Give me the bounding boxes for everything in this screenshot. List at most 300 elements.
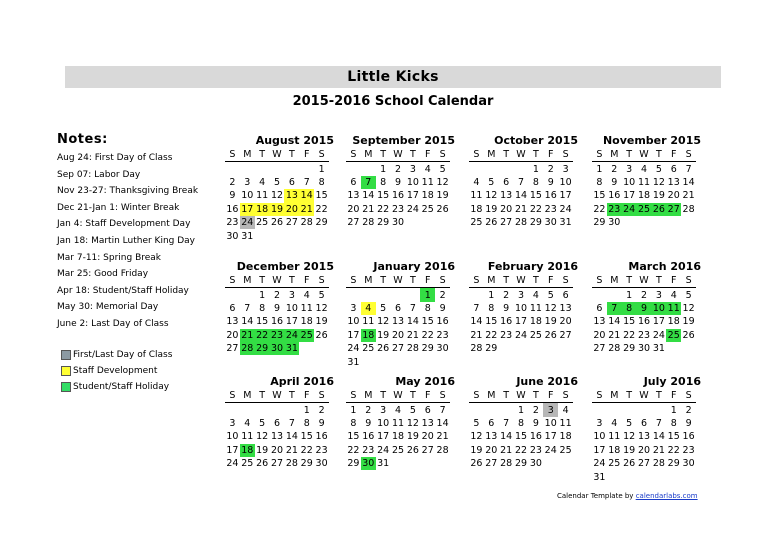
weekday-header: W	[514, 389, 529, 403]
empty-cell	[376, 288, 391, 302]
day-cell: 24	[514, 329, 528, 341]
day-cell: 20	[347, 203, 360, 215]
day-cell: 13	[485, 431, 498, 443]
weekday-header: S	[314, 389, 329, 403]
day-cell: 11	[529, 302, 542, 314]
day-cell: 15	[667, 431, 680, 443]
day-cell: 30	[391, 217, 405, 229]
day-cell: 1	[488, 289, 495, 301]
weekday-header: S	[558, 148, 573, 162]
day-cell: 7	[517, 176, 525, 188]
weekday-header: T	[405, 389, 420, 403]
day-cell: 22	[300, 444, 313, 456]
day-cell: 3	[288, 289, 295, 301]
day-cell: 10	[285, 302, 298, 314]
day-cell: 21	[500, 444, 513, 456]
day-cell: 27	[500, 217, 513, 229]
weekday-header: T	[651, 389, 666, 403]
day-cell: 16	[315, 431, 328, 443]
day-cell: 13	[226, 316, 239, 328]
day-cell: 11	[256, 190, 269, 202]
empty-cell	[225, 403, 240, 417]
weekday-header: S	[592, 148, 607, 162]
day-cell: 18	[637, 190, 651, 202]
weekday-header: S	[681, 148, 696, 162]
empty-cell	[592, 288, 607, 302]
empty-cell	[284, 403, 299, 417]
day-cell: 21	[682, 190, 695, 202]
weekday-header: T	[622, 389, 637, 403]
day-cell: 16	[391, 190, 405, 202]
day-cell: 5	[473, 417, 480, 429]
weekday-header: F	[543, 274, 558, 288]
day-cell: 31	[347, 356, 360, 368]
day-cell: 28	[652, 458, 665, 470]
day-cell: 27	[270, 458, 284, 470]
day-cell: 26	[682, 329, 695, 341]
day-cell: 15	[377, 190, 390, 202]
empty-cell	[681, 342, 696, 355]
month-table	[469, 148, 573, 229]
day-cell: 9	[273, 302, 281, 314]
day-cell: 6	[424, 404, 431, 416]
weekday-header: S	[346, 148, 361, 162]
day-cell: 11	[241, 431, 254, 443]
empty-cell	[637, 216, 652, 229]
day-cell: 10	[406, 176, 419, 188]
empty-cell	[361, 355, 376, 368]
weekday-header: M	[607, 274, 622, 288]
day-cell: 10	[652, 302, 665, 314]
weekday-header: T	[528, 148, 543, 162]
weekday-header: T	[405, 274, 420, 288]
footer-credit	[557, 492, 698, 500]
empty-cell	[270, 403, 285, 417]
empty-cell	[361, 162, 376, 176]
day-cell: 8	[259, 302, 266, 314]
legend-label: First/Last Day of Class	[73, 350, 173, 360]
day-cell: 15	[623, 316, 636, 328]
empty-cell	[376, 355, 391, 368]
day-cell: 29	[514, 458, 528, 470]
day-cell: 12	[652, 176, 665, 188]
weekday-header: F	[666, 389, 681, 403]
day-cell: 23	[682, 444, 695, 456]
empty-cell	[469, 162, 484, 176]
day-cell: 8	[350, 417, 357, 429]
day-cell: 21	[514, 203, 528, 215]
day-cell: 3	[380, 404, 387, 416]
day-cell: 22	[485, 329, 498, 341]
weekday-header: T	[528, 389, 543, 403]
day-cell: 25	[300, 329, 313, 341]
day-cell: 22	[667, 444, 680, 456]
weekday-header: T	[376, 274, 391, 288]
day-cell: 12	[377, 316, 390, 328]
day-cell: 14	[500, 431, 513, 443]
month-title: March 2016	[628, 260, 701, 273]
empty-cell	[651, 403, 666, 417]
day-cell: 10	[226, 431, 239, 443]
day-cell: 9	[637, 302, 652, 315]
empty-cell	[255, 162, 270, 176]
day-cell: 28	[300, 217, 313, 229]
day-cell: 7	[473, 302, 480, 314]
day-cell: 20	[500, 203, 513, 215]
day-cell: 28	[608, 343, 621, 355]
day-cell: 22	[514, 444, 528, 456]
weekday-header: T	[651, 274, 666, 288]
day-cell: 14	[470, 316, 483, 328]
day-cell: 4	[473, 176, 480, 188]
footer-text: Calendar Template by	[557, 492, 636, 500]
month-calendar	[346, 374, 456, 470]
day-cell: 19	[315, 316, 328, 328]
day-cell: 10	[377, 417, 390, 429]
day-cell: 24	[226, 458, 239, 470]
day-cell: 29	[300, 458, 313, 470]
month-calendar	[225, 374, 335, 470]
calendarlabs-link[interactable]: calendarlabs.com	[635, 492, 698, 500]
month-calendar	[592, 133, 702, 229]
weekday-header: T	[376, 389, 391, 403]
weekday-header: M	[484, 148, 499, 162]
weekday-header: F	[543, 148, 558, 162]
day-cell: 30	[270, 343, 284, 355]
empty-cell	[499, 403, 514, 417]
day-cell: 25	[559, 444, 572, 456]
day-cell: 29	[485, 343, 498, 355]
day-cell: 8	[517, 417, 525, 429]
empty-cell	[666, 216, 681, 229]
day-cell: 2	[318, 404, 325, 416]
month-table	[592, 389, 696, 484]
day-cell: 29	[377, 217, 390, 229]
day-cell: 5	[488, 176, 495, 188]
day-cell: 24	[377, 444, 390, 456]
day-cell: 3	[229, 417, 236, 429]
day-cell: 18	[421, 190, 434, 202]
weekday-header: T	[255, 274, 270, 288]
day-cell: 25	[529, 329, 542, 341]
weekday-header: S	[681, 389, 696, 403]
weekday-header: T	[622, 148, 637, 162]
legend-item-staff-development	[61, 363, 172, 379]
day-cell: 17	[406, 190, 419, 202]
day-cell: 28	[514, 217, 528, 229]
day-cell: 14	[285, 431, 298, 443]
day-cell: 8	[318, 176, 325, 188]
weekday-header: F	[299, 274, 314, 288]
note-item: Sep 07: Labor Day	[57, 169, 141, 180]
day-cell: 11	[300, 302, 313, 314]
day-cell: 2	[439, 289, 446, 301]
day-cell: 27	[226, 343, 239, 355]
day-cell: 3	[626, 163, 633, 175]
day-cell: 29	[623, 343, 636, 355]
day-cell: 21	[470, 329, 483, 341]
day-cell: 9	[365, 417, 372, 429]
day-cell: 18	[256, 203, 269, 215]
empty-cell	[484, 162, 499, 176]
day-cell: 20	[391, 329, 405, 341]
weekday-header: S	[225, 148, 240, 162]
day-cell: 4	[424, 163, 431, 175]
month-calendar	[346, 259, 456, 369]
weekday-header: S	[346, 389, 361, 403]
day-cell: 3	[596, 417, 603, 429]
day-cell: 23	[500, 329, 513, 341]
day-cell: 31	[652, 343, 665, 355]
day-cell: 13	[593, 316, 606, 328]
empty-cell	[666, 342, 681, 355]
day-cell: 4	[394, 404, 402, 416]
day-cell: 16	[270, 316, 284, 328]
day-cell: 25	[362, 343, 375, 355]
weekday-header: M	[361, 389, 376, 403]
day-cell: 4	[303, 289, 310, 301]
day-cell: 6	[288, 176, 295, 188]
weekday-header: T	[284, 274, 299, 288]
day-cell: 1	[517, 404, 525, 416]
day-cell: 7	[607, 302, 622, 315]
empty-cell	[543, 457, 558, 470]
day-cell: 6	[394, 302, 402, 314]
day-cell: 1	[318, 163, 325, 175]
day-cell: 17	[347, 329, 360, 341]
empty-cell	[420, 216, 435, 229]
day-cell: 30	[637, 343, 651, 355]
day-cell: 5	[626, 417, 633, 429]
empty-cell	[514, 342, 529, 355]
weekday-header: T	[284, 148, 299, 162]
month-calendar	[346, 133, 456, 229]
legend-label: Staff Development	[73, 366, 158, 376]
day-cell: 20	[485, 444, 498, 456]
day-cell: 24	[623, 203, 636, 215]
day-cell: 13	[637, 431, 651, 443]
month-title: May 2016	[395, 375, 455, 388]
weekday-header: S	[314, 148, 329, 162]
empty-cell	[435, 457, 450, 470]
weekday-header: F	[666, 148, 681, 162]
weekday-header: F	[299, 148, 314, 162]
day-cell: 25	[256, 217, 269, 229]
day-cell: 7	[409, 302, 416, 314]
day-cell: 25	[470, 217, 483, 229]
month-title: October 2015	[494, 134, 578, 147]
day-cell: 24	[652, 329, 665, 341]
note-item: June 2: Last Day of Class	[57, 318, 169, 329]
day-cell: 6	[503, 176, 510, 188]
empty-cell	[435, 216, 450, 229]
empty-cell	[592, 403, 607, 417]
day-cell: 12	[406, 417, 419, 429]
empty-cell	[405, 216, 420, 229]
day-cell: 25	[241, 458, 254, 470]
day-cell: 21	[285, 444, 298, 456]
day-cell: 1	[259, 289, 266, 301]
day-cell: 3	[562, 163, 569, 175]
note-item: May 30: Memorial Day	[57, 302, 159, 313]
weekday-header: F	[420, 274, 435, 288]
weekday-header: S	[469, 148, 484, 162]
weekday-header: T	[528, 274, 543, 288]
day-cell: 13	[421, 417, 434, 429]
day-cell: 4	[670, 289, 677, 301]
day-cell: 31	[285, 343, 298, 355]
month-calendar	[469, 374, 579, 470]
day-cell: 20	[637, 444, 651, 456]
day-cell: 27	[593, 343, 606, 355]
weekday-header: S	[469, 389, 484, 403]
day-cell: 7	[303, 176, 310, 188]
day-cell: 5	[655, 163, 662, 175]
empty-cell	[607, 470, 622, 483]
empty-cell	[361, 288, 376, 302]
day-cell: 4	[361, 302, 376, 315]
day-cell: 9	[318, 417, 325, 429]
empty-cell	[681, 216, 696, 229]
empty-cell	[299, 342, 314, 355]
day-cell: 11	[362, 316, 375, 328]
day-cell: 1	[380, 163, 387, 175]
month-calendar	[225, 133, 335, 243]
weekday-header: F	[666, 274, 681, 288]
day-cell: 25	[421, 203, 434, 215]
day-cell: 23	[637, 329, 651, 341]
day-cell: 3	[543, 403, 558, 417]
day-cell: 18	[559, 431, 572, 443]
month-title: November 2015	[602, 134, 701, 147]
day-cell: 29	[256, 343, 269, 355]
calendar-subtitle: 2015-2016 School Calendar	[292, 94, 494, 109]
empty-cell	[405, 457, 420, 470]
day-cell: 28	[436, 444, 449, 456]
empty-cell	[391, 288, 406, 302]
day-cell: 15	[300, 431, 313, 443]
weekday-header: F	[299, 389, 314, 403]
day-cell: 7	[361, 176, 376, 189]
day-cell: 2	[229, 176, 236, 188]
day-cell: 18	[529, 316, 542, 328]
day-cell: 31	[559, 217, 572, 229]
day-cell: 11	[470, 190, 483, 202]
empty-cell	[346, 162, 361, 176]
day-cell: 1	[532, 163, 539, 175]
day-cell: 16	[682, 431, 695, 443]
weekday-header: T	[284, 389, 299, 403]
day-cell: 26	[436, 203, 449, 215]
empty-cell	[270, 162, 285, 176]
empty-cell	[607, 403, 622, 417]
day-cell: 9	[394, 176, 402, 188]
empty-cell	[622, 470, 637, 483]
day-cell: 4	[532, 289, 539, 301]
month-calendar	[469, 259, 579, 355]
day-cell: 19	[485, 203, 498, 215]
day-cell: 12	[470, 431, 483, 443]
day-cell: 12	[270, 190, 284, 202]
day-cell: 19	[623, 444, 636, 456]
day-cell: 19	[470, 444, 483, 456]
empty-cell	[420, 457, 435, 470]
note-item: Aug 24: First Day of Class	[57, 153, 173, 163]
day-cell: 11	[608, 431, 621, 443]
day-cell: 6	[562, 289, 569, 301]
day-cell: 1	[420, 288, 435, 302]
day-cell: 7	[503, 417, 510, 429]
day-cell: 27	[559, 329, 572, 341]
day-cell: 25	[391, 444, 405, 456]
day-cell: 12	[315, 302, 328, 314]
weekday-header: S	[469, 274, 484, 288]
empty-cell	[622, 403, 637, 417]
day-cell: 9	[547, 176, 554, 188]
empty-cell	[240, 162, 255, 176]
month-table	[592, 148, 696, 229]
day-cell: 6	[596, 302, 603, 314]
day-cell: 6	[229, 302, 236, 314]
day-cell: 8	[424, 302, 431, 314]
day-cell: 19	[544, 316, 557, 328]
weekday-header: W	[391, 274, 406, 288]
empty-cell	[225, 288, 240, 302]
day-cell: 17	[559, 190, 572, 202]
day-cell: 31	[593, 471, 606, 483]
day-cell: 18	[608, 444, 621, 456]
empty-cell	[420, 355, 435, 368]
day-cell: 17	[544, 431, 557, 443]
empty-cell	[346, 288, 361, 302]
day-cell: 29	[593, 217, 606, 229]
empty-cell	[484, 403, 499, 417]
day-cell: 27	[421, 444, 434, 456]
day-cell: 9	[229, 190, 236, 202]
day-cell: 21	[652, 444, 665, 456]
day-cell: 26	[470, 458, 483, 470]
day-cell: 4	[611, 417, 618, 429]
day-cell: 27	[667, 203, 680, 215]
note-item: Mar 25: Good Friday	[57, 269, 149, 280]
day-cell: 2	[503, 289, 510, 301]
empty-cell	[405, 288, 420, 302]
empty-cell	[391, 355, 406, 368]
day-cell: 9	[685, 417, 692, 429]
day-cell: 18	[470, 203, 483, 215]
weekday-header: W	[270, 389, 285, 403]
day-cell: 14	[436, 417, 449, 429]
day-cell: 4	[244, 417, 251, 429]
empty-cell	[435, 355, 450, 368]
day-cell: 1	[350, 404, 357, 416]
day-cell: 8	[380, 176, 387, 188]
empty-cell	[240, 288, 255, 302]
day-cell: 12	[544, 302, 557, 314]
day-cell: 10	[559, 176, 572, 188]
day-cell: 24	[347, 343, 360, 355]
weekday-header: M	[240, 389, 255, 403]
month-title: September 2015	[352, 134, 455, 147]
day-cell: 4	[259, 176, 266, 188]
day-cell: 10	[241, 190, 254, 202]
month-table	[225, 389, 329, 470]
day-cell: 24	[285, 329, 298, 341]
day-cell: 10	[514, 302, 528, 314]
note-item: Nov 23-27: Thanksgiving Break	[57, 186, 199, 197]
day-cell: 22	[315, 203, 328, 215]
day-cell: 28	[241, 343, 254, 355]
